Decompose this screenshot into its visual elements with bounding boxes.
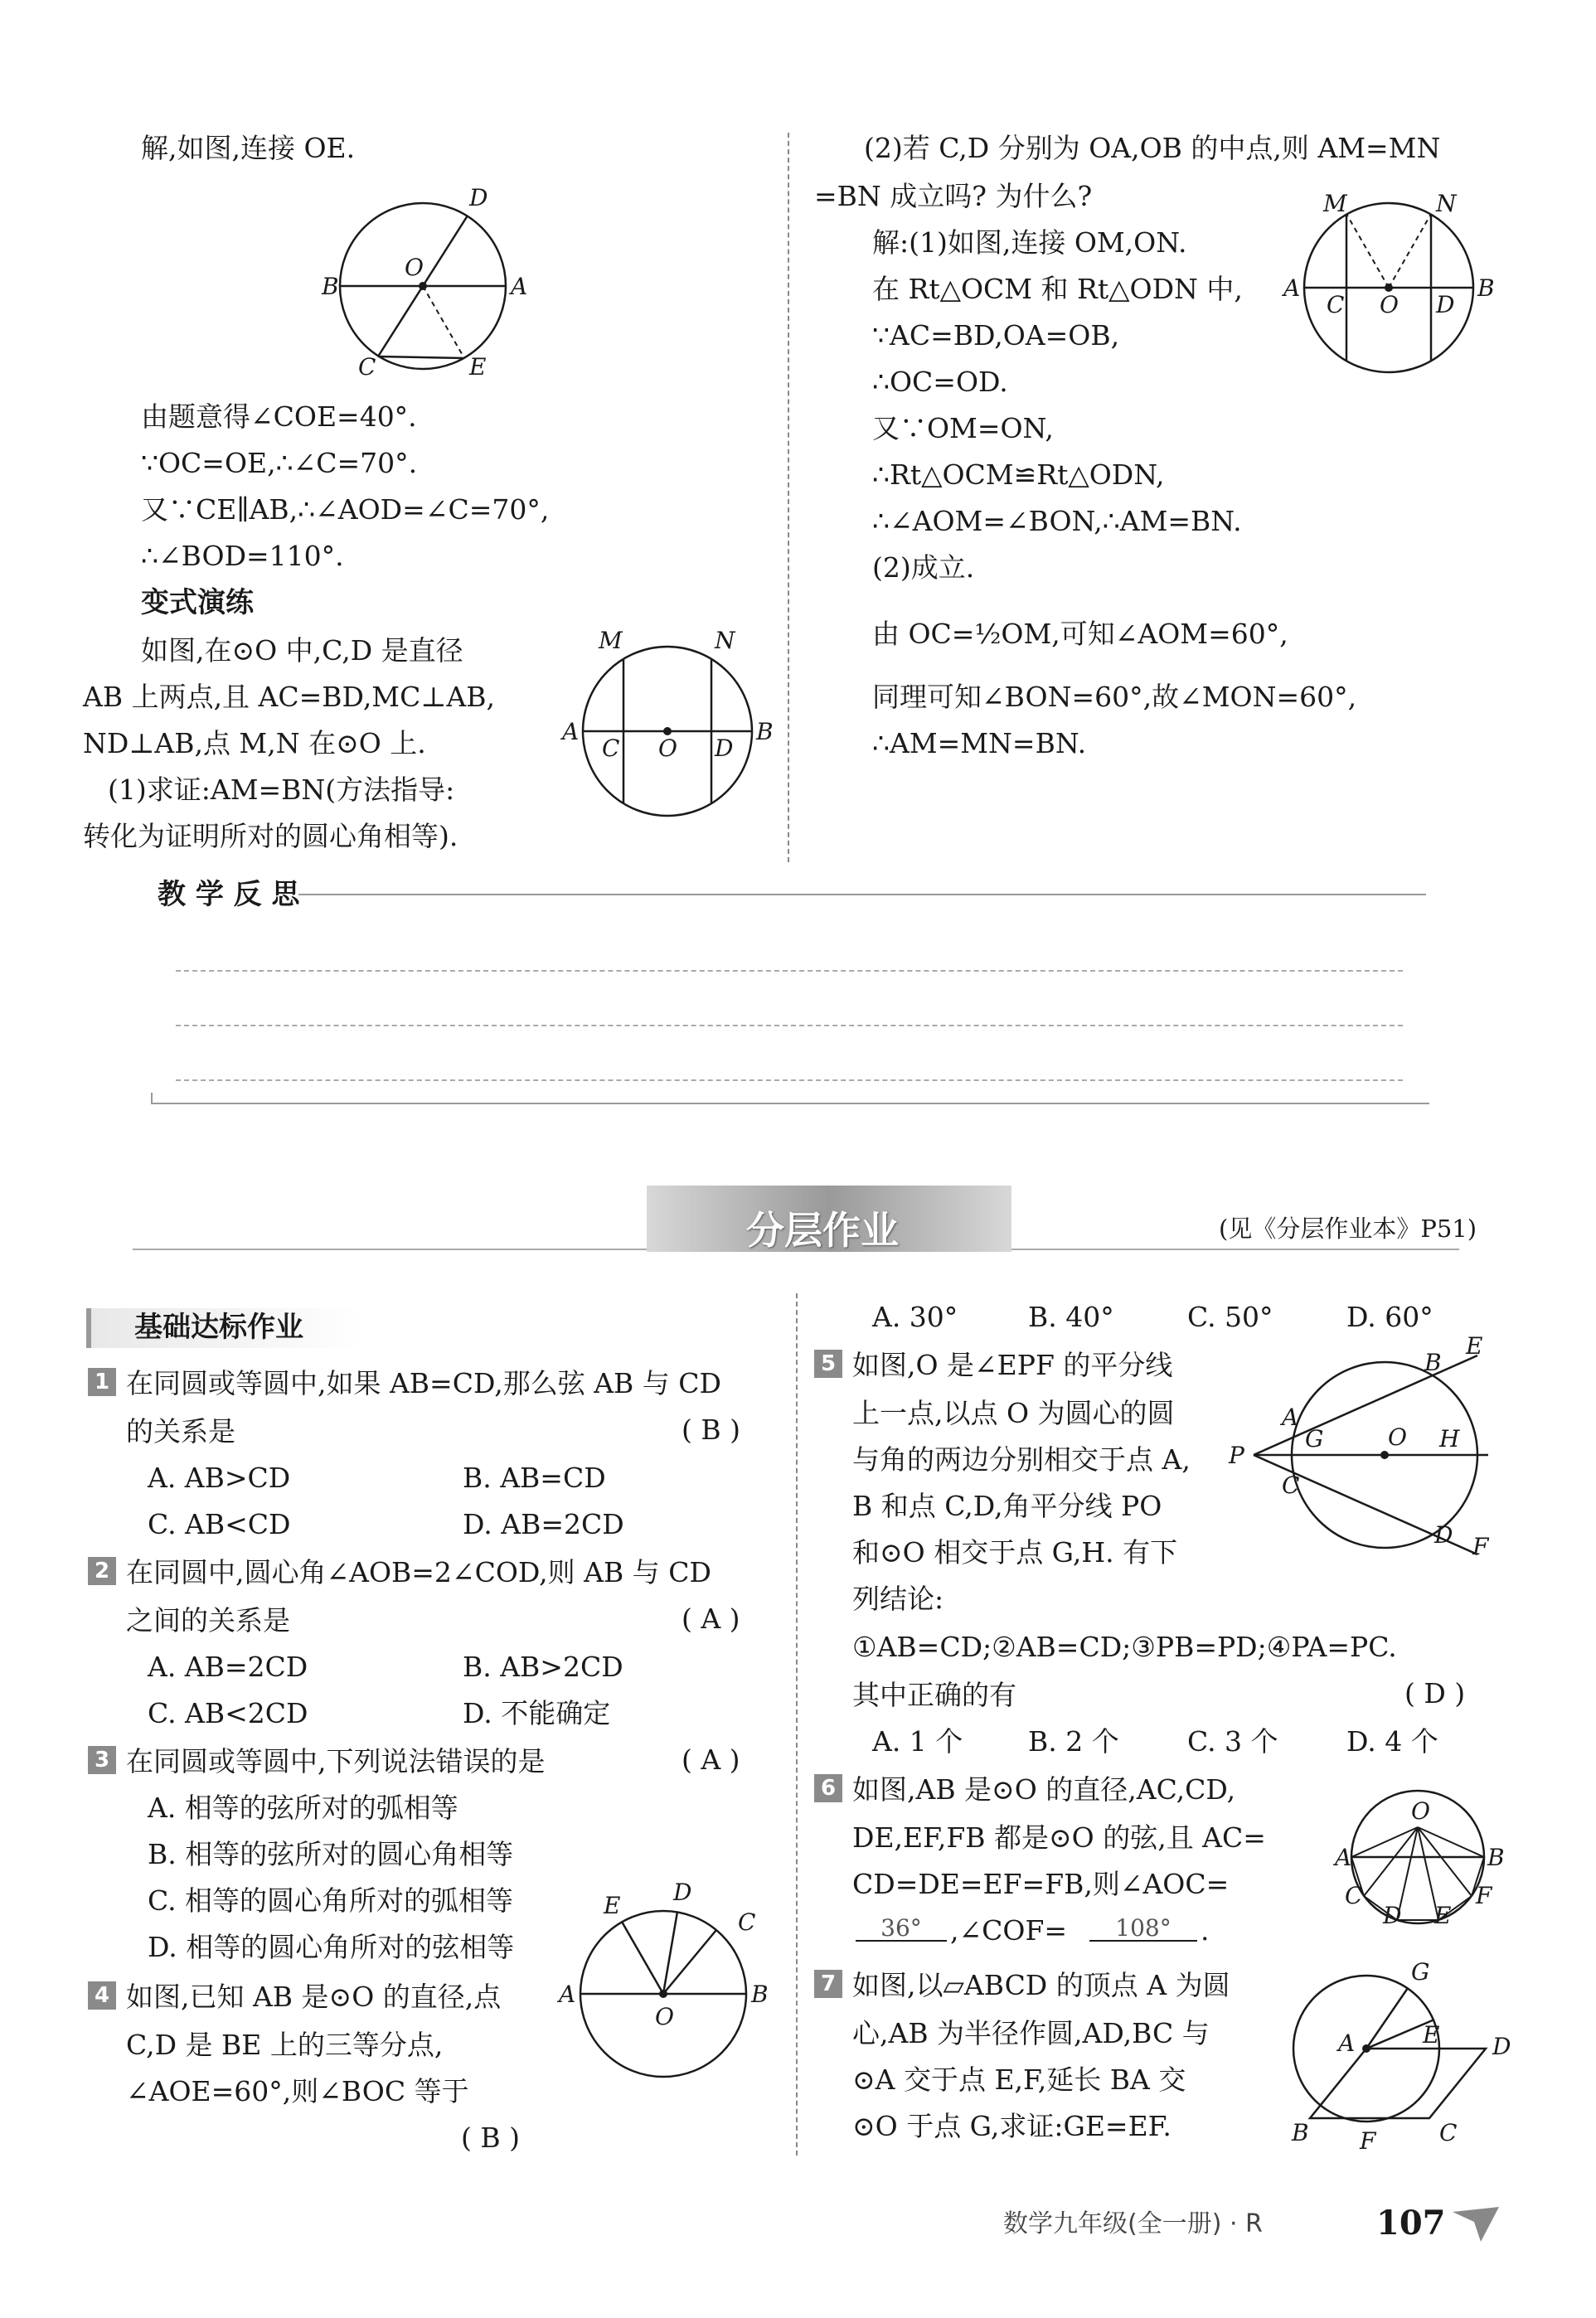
q2-option-b: B. AB>2CD: [463, 1651, 623, 1683]
q5-line-7: ①AB=CD;②AB=CD;③PB=PD;④PA=PC.: [852, 1631, 1397, 1663]
q4-line-3: ∠AOE=60°,则∠BOC 等于: [126, 2075, 469, 2107]
right-line-6: ∴Rt△OCM≌Rt△ODN,: [872, 458, 1165, 491]
q6-mid: ,∠COF=: [950, 1914, 1067, 1947]
q3-number: 3: [88, 1746, 116, 1774]
figure-1: [315, 182, 531, 381]
fig2-label-m: M: [599, 627, 623, 654]
q2-number: 2: [88, 1557, 116, 1585]
fig1-label-a: A: [511, 273, 528, 300]
q5-line-5: 和⊙O 相交于点 G,H. 有下: [852, 1536, 1178, 1569]
fig1-label-d: D: [469, 184, 488, 211]
q7-line-4: ⊙O 于点 G,求证:GE=EF.: [852, 2110, 1172, 2142]
bird-icon: [1453, 2204, 1499, 2243]
q1-stem2: 的关系是: [126, 1415, 235, 1448]
q5-number: 5: [814, 1350, 842, 1378]
fig2-label-o: O: [658, 735, 677, 762]
fig5-label-b: B: [1424, 1349, 1442, 1376]
q5-option-c: C. 3 个: [1187, 1725, 1278, 1758]
q5-line-6: 列结论:: [852, 1583, 944, 1615]
fig3-label-c: C: [1327, 291, 1345, 318]
right-line-8: (2)成立.: [872, 551, 975, 584]
q6-line-2: DE,EF,FB 都是⊙O 的弦,且 AC=: [852, 1821, 1266, 1854]
q6-answer-2[interactable]: 108°: [1089, 1917, 1197, 1942]
left-line-2: ∵OC=OE,∴∠C=70°.: [141, 447, 418, 479]
q6-number: 6: [814, 1774, 842, 1802]
fig3-label-b: B: [1477, 274, 1495, 302]
q3-answer: ( A ): [682, 1743, 740, 1776]
fig4-label-a: A: [559, 1981, 576, 2008]
fig4-label-e: E: [604, 1892, 621, 1919]
q5-line-4: B 和点 C,D,角平分线 PO: [852, 1490, 1162, 1522]
footer-book: 数学九年级(全一册) · R: [1003, 2209, 1263, 2238]
fig3-label-n: N: [1436, 190, 1457, 217]
fig5-label-p: P: [1229, 1442, 1244, 1469]
reflection-line-3[interactable]: [176, 1079, 1403, 1081]
right-q2: (2)若 C,D 分别为 OA,OB 的中点,则 AM=MN: [864, 132, 1441, 164]
variant-line-3: ND⊥AB,点 M,N 在⊙O 上.: [83, 727, 426, 759]
fig5-label-h: H: [1439, 1425, 1460, 1452]
q5-line-8: 其中正确的有: [852, 1679, 1016, 1711]
q2-option-d: D. 不能确定: [463, 1697, 611, 1729]
fig7-label-a: A: [1338, 2029, 1356, 2057]
fig5-label-e: E: [1466, 1332, 1483, 1360]
fig2-label-d: D: [715, 735, 734, 762]
fig5-label-a: A: [1282, 1404, 1299, 1431]
fig6-label-c: C: [1345, 1882, 1363, 1909]
right-line-1: 解:(1)如图,连接 OM,ON.: [872, 226, 1187, 259]
q7-line-2: 心,AB 为半径作圆,AD,BC 与: [852, 2017, 1210, 2049]
reflection-line-2[interactable]: [176, 1025, 1403, 1026]
q4-number: 4: [88, 1981, 116, 2010]
q7-number: 7: [814, 1970, 842, 1998]
q3-option-b: B. 相等的弦所对的圆心角相等: [148, 1838, 514, 1870]
fig2-label-b: B: [756, 718, 774, 745]
fig4-label-d: D: [673, 1879, 692, 1906]
q1-option-b: B. AB=CD: [463, 1462, 606, 1494]
q5-option-d: D. 4 个: [1346, 1725, 1438, 1758]
q2-option-a: A. AB=2CD: [148, 1651, 308, 1683]
right-line-10: 同理可知∠BON=60°,故∠MON=60°,: [872, 681, 1357, 713]
q6-end: .: [1201, 1914, 1210, 1947]
figure-4: [555, 1874, 771, 2089]
right-line-4: ∴OC=OD.: [872, 366, 1008, 398]
fig5-label-f: F: [1472, 1533, 1489, 1560]
variant-line-4: (1)求证:AM=BN(方法指导:: [108, 773, 455, 806]
figure-6: [1335, 1797, 1505, 1929]
banner-ref: (见《分层作业本》P51): [1219, 1215, 1477, 1243]
fig5-label-c: C: [1282, 1472, 1300, 1499]
column-divider-top: [788, 133, 789, 862]
variant-line-2: AB 上两点,且 AC=BD,MC⊥AB,: [83, 681, 495, 713]
fig6-label-d: D: [1383, 1902, 1402, 1929]
q5-answer: ( D ): [1404, 1677, 1466, 1709]
q4-option-d: D. 60°: [1346, 1301, 1433, 1333]
figure-3: [1277, 187, 1501, 377]
fig6-label-b: B: [1487, 1844, 1505, 1871]
q6-line-3: CD=DE=EF=FB,则∠AOC=: [852, 1868, 1230, 1900]
fig7-label-d: D: [1492, 2033, 1511, 2060]
q4-option-a: A. 30°: [872, 1301, 958, 1333]
q7-line-1: 如图,以▱ABCD 的顶点 A 为圆: [852, 1969, 1230, 2001]
fig6-label-a: A: [1335, 1844, 1352, 1871]
figure-7: [1269, 1958, 1517, 2156]
right-q2-cont: =BN 成立吗? 为什么?: [814, 180, 1093, 212]
fig5-label-d: D: [1434, 1521, 1453, 1549]
fig1-label-e: E: [469, 353, 487, 381]
fig3-label-m: M: [1323, 190, 1347, 217]
q3-option-d: D. 相等的圆心角所对的弦相等: [148, 1931, 515, 1963]
q4-option-c: C. 50°: [1187, 1301, 1273, 1333]
fig4-label-o: O: [655, 2003, 674, 2030]
right-line-5: 又∵OM=ON,: [872, 412, 1054, 444]
q5-option-b: B. 2 个: [1028, 1725, 1119, 1758]
q4-answer: ( B ): [461, 2122, 520, 2154]
left-line-3: 又∵CE∥AB,∴∠AOD=∠C=70°,: [141, 493, 550, 526]
fig4-label-b: B: [751, 1981, 769, 2008]
fig6-label-e: E: [1434, 1902, 1452, 1929]
q1-option-c: C. AB<CD: [148, 1508, 291, 1540]
solution-head: 解,如图,连接 OE.: [141, 132, 356, 164]
q1-stem: 在同圆或等圆中,如果 AB=CD,那么弦 AB 与 CD: [126, 1367, 721, 1399]
reflection-line-1[interactable]: [176, 970, 1403, 972]
q5-line-2: 上一点,以点 O 为圆心的圆: [852, 1397, 1175, 1429]
figure-5: [1219, 1331, 1501, 1563]
left-line-1: 由题意得∠COE=40°.: [141, 400, 417, 433]
fig7-label-b: B: [1292, 2119, 1309, 2146]
figure-2: [555, 627, 779, 821]
fig6-label-o: O: [1411, 1797, 1430, 1825]
page-number: 107: [1376, 2204, 1446, 2243]
fig7-label-e: E: [1423, 2021, 1440, 2049]
fig3-label-d: D: [1436, 291, 1455, 318]
fig2-label-c: C: [602, 735, 620, 762]
fig1-label-c: C: [358, 353, 376, 381]
fig3-label-o: O: [1380, 291, 1399, 318]
fig5-label-g: G: [1305, 1425, 1324, 1452]
q2-stem: 在同圆中,圆心角∠AOB=2∠COD,则 AB 与 CD: [126, 1556, 711, 1588]
q1-option-d: D. AB=2CD: [463, 1508, 624, 1540]
q2-option-c: C. AB<2CD: [148, 1697, 308, 1729]
reflection-top-line: [298, 894, 1426, 895]
q4-line-1: 如图,已知 AB 是⊙O 的直径,点: [126, 1981, 502, 2013]
fig2-label-n: N: [715, 627, 735, 654]
fig1-label-o: O: [405, 254, 424, 281]
q2-stem2: 之间的关系是: [126, 1604, 290, 1637]
q1-answer: ( B ): [682, 1414, 740, 1446]
variant-line-5: 转化为证明所对的圆心角相等).: [83, 820, 458, 852]
fig7-label-g: G: [1411, 1958, 1430, 1986]
fig1-label-b: B: [322, 273, 339, 300]
q2-answer: ( A ): [682, 1603, 740, 1635]
q6-answer-1[interactable]: 36°: [856, 1917, 947, 1942]
right-line-7: ∴∠AOM=∠BON,∴AM=BN.: [872, 505, 1242, 537]
fig2-label-a: A: [562, 718, 580, 745]
right-line-3: ∵AC=BD,OA=OB,: [872, 319, 1120, 352]
section-title: 基础达标作业: [134, 1311, 303, 1344]
fig4-label-c: C: [738, 1908, 756, 1936]
left-line-4: ∴∠BOD=110°.: [141, 540, 344, 572]
q4-line-2: C,D 是 BE 上的三等分点,: [126, 2029, 444, 2061]
q5-line-1: 如图,O 是∠EPF 的平分线: [852, 1349, 1173, 1381]
variant-title: 变式演练: [141, 586, 254, 619]
fig3-label-a: A: [1283, 274, 1301, 302]
q3-option-c: C. 相等的圆心角所对的弧相等: [148, 1884, 514, 1917]
q5-line-3: 与角的两边分别相交于点 A,: [852, 1443, 1191, 1476]
q3-stem: 在同圆或等圆中,下列说法错误的是: [126, 1745, 546, 1777]
variant-line-1: 如图,在⊙O 中,C,D 是直径: [141, 634, 463, 667]
right-line-11: ∴AM=MN=BN.: [872, 727, 1087, 759]
q5-option-a: A. 1 个: [872, 1725, 963, 1758]
fig5-label-o: O: [1388, 1423, 1407, 1451]
q3-option-a: A. 相等的弦所对的弧相等: [148, 1792, 458, 1824]
q6-line-1: 如图,AB 是⊙O 的直径,AC,CD,: [852, 1773, 1236, 1806]
fig7-label-c: C: [1439, 2119, 1458, 2146]
fig6-label-f: F: [1476, 1882, 1492, 1909]
reflection-label: 教 学 反 思: [158, 878, 300, 911]
fig7-label-f: F: [1360, 2127, 1376, 2155]
q7-line-3: ⊙A 交于点 E,F,延长 BA 交: [852, 2063, 1186, 2096]
reflection-frame: [151, 1093, 1429, 1104]
right-line-2: 在 Rt△OCM 和 Rt△ODN 中,: [872, 273, 1243, 305]
q4-option-b: B. 40°: [1028, 1301, 1114, 1333]
q1-number: 1: [88, 1368, 116, 1396]
column-divider-bottom: [796, 1293, 798, 2156]
banner-title: 分层作业: [746, 1208, 899, 1253]
q1-option-a: A. AB>CD: [148, 1462, 291, 1494]
right-line-9: 由 OC=½OM,可知∠AOM=60°,: [872, 618, 1288, 650]
